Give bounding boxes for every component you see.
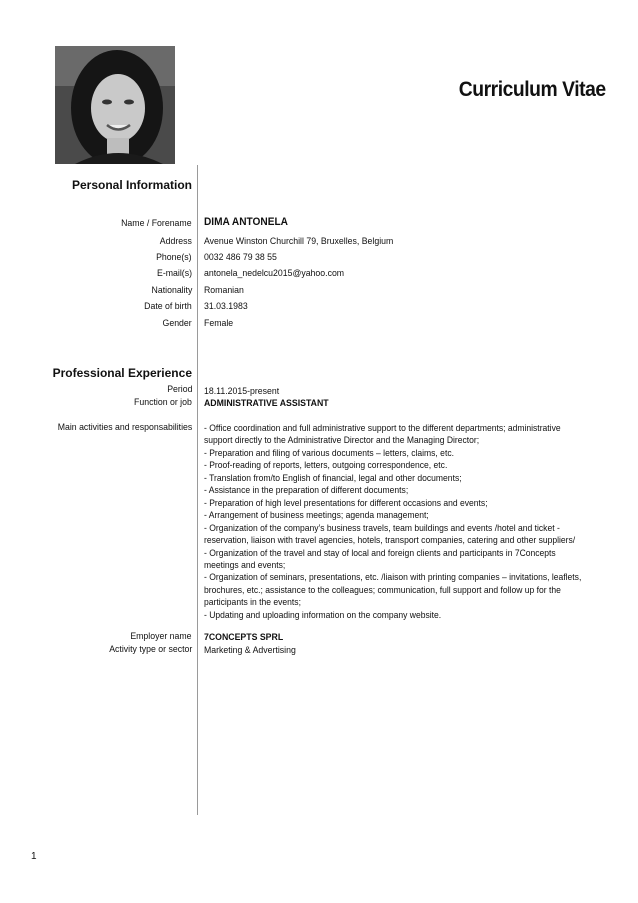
- nationality-label: Nationality: [151, 285, 192, 296]
- activity-line: reservation, liaison with travel agencies, hotels, transport companies, catering and other suppliers/: [204, 535, 576, 547]
- dob-label: Date of birth: [144, 301, 192, 312]
- activity-line: - Translation from/to English of financial, legal and other documents;: [204, 472, 462, 484]
- activity-line: - Office coordination and full administrative support to the different departments; administrative: [204, 423, 561, 434]
- activity-line: - Assistance in the preparation of different documents;: [204, 485, 409, 497]
- name-value: DIMA ANTONELA: [204, 216, 288, 228]
- activity-line: - Proof-reading of reports, letters, outgoing correspondence, etc.: [204, 460, 448, 472]
- professional-experience-heading: Professional Experience: [52, 366, 192, 380]
- profile-photo: [55, 46, 175, 164]
- address-value: Avenue Winston Churchill 79, Bruxelles, Belgium: [204, 236, 394, 247]
- gender-value: Female: [204, 318, 234, 329]
- activity-line: support directly to the Administrative Director and the Managing Director;: [204, 435, 480, 447]
- phone-label: Phone(s): [156, 252, 192, 263]
- function-label: Function or job: [134, 397, 192, 408]
- nationality-value: Romanian: [204, 285, 244, 296]
- activity-line: - Organization of the travel and stay of local and foreign clients and participants in 7Concepts: [204, 547, 556, 559]
- address-label: Address: [159, 236, 192, 247]
- gender-label: Gender: [162, 318, 192, 329]
- activities-label: Main activities and responsabilities: [57, 422, 192, 433]
- activity-line: brochures, etc.; assistance to the colleagues; communication, full support and follow up for the: [204, 584, 561, 596]
- employer-value: 7CONCEPTS SPRL: [204, 632, 284, 643]
- phone-value: 0032 486 79 38 55: [204, 252, 277, 263]
- activities-list: [204, 423, 624, 622]
- column-divider: [197, 165, 198, 815]
- function-value: ADMINISTRATIVE ASSISTANT: [204, 398, 329, 409]
- activity-line: - Updating and uploading information on the company website.: [204, 609, 442, 621]
- employer-label: Employer name: [130, 631, 192, 642]
- email-value: antonela_nedelcu2015@yahoo.com: [204, 268, 345, 279]
- activity-type-value: Marketing & Advertising: [204, 645, 296, 656]
- activity-line: - Arrangement of business meetings; agenda management;: [204, 510, 429, 522]
- activity-line: - Preparation of high level presentations for different occasions and events;: [204, 497, 488, 509]
- activity-line: meetings and events;: [204, 559, 286, 571]
- period-label: Period: [166, 384, 192, 395]
- name-label: Name / Forename: [121, 218, 192, 229]
- activity-line: - Organization of seminars, presentations, etc. /liaison with printing companies – invitations, leaflets,: [204, 572, 582, 584]
- period-value: 18.11.2015-present: [204, 386, 280, 397]
- dob-value: 31.03.1983: [204, 301, 248, 312]
- activity-type-label: Activity type or sector: [108, 644, 192, 655]
- activity-line: - Organization of the company’s business travels, team buildings and events /hotel and ticket -: [204, 522, 560, 534]
- page-number: 1: [31, 851, 37, 862]
- document-title: Curriculum Vitae: [459, 78, 606, 101]
- activity-line: - Preparation and filing of various documents – letters, claims, etc.: [204, 447, 454, 459]
- email-label: E-mail(s): [157, 268, 192, 279]
- personal-information-heading: Personal Information: [71, 178, 192, 192]
- activity-line: participants in the events;: [204, 597, 301, 609]
